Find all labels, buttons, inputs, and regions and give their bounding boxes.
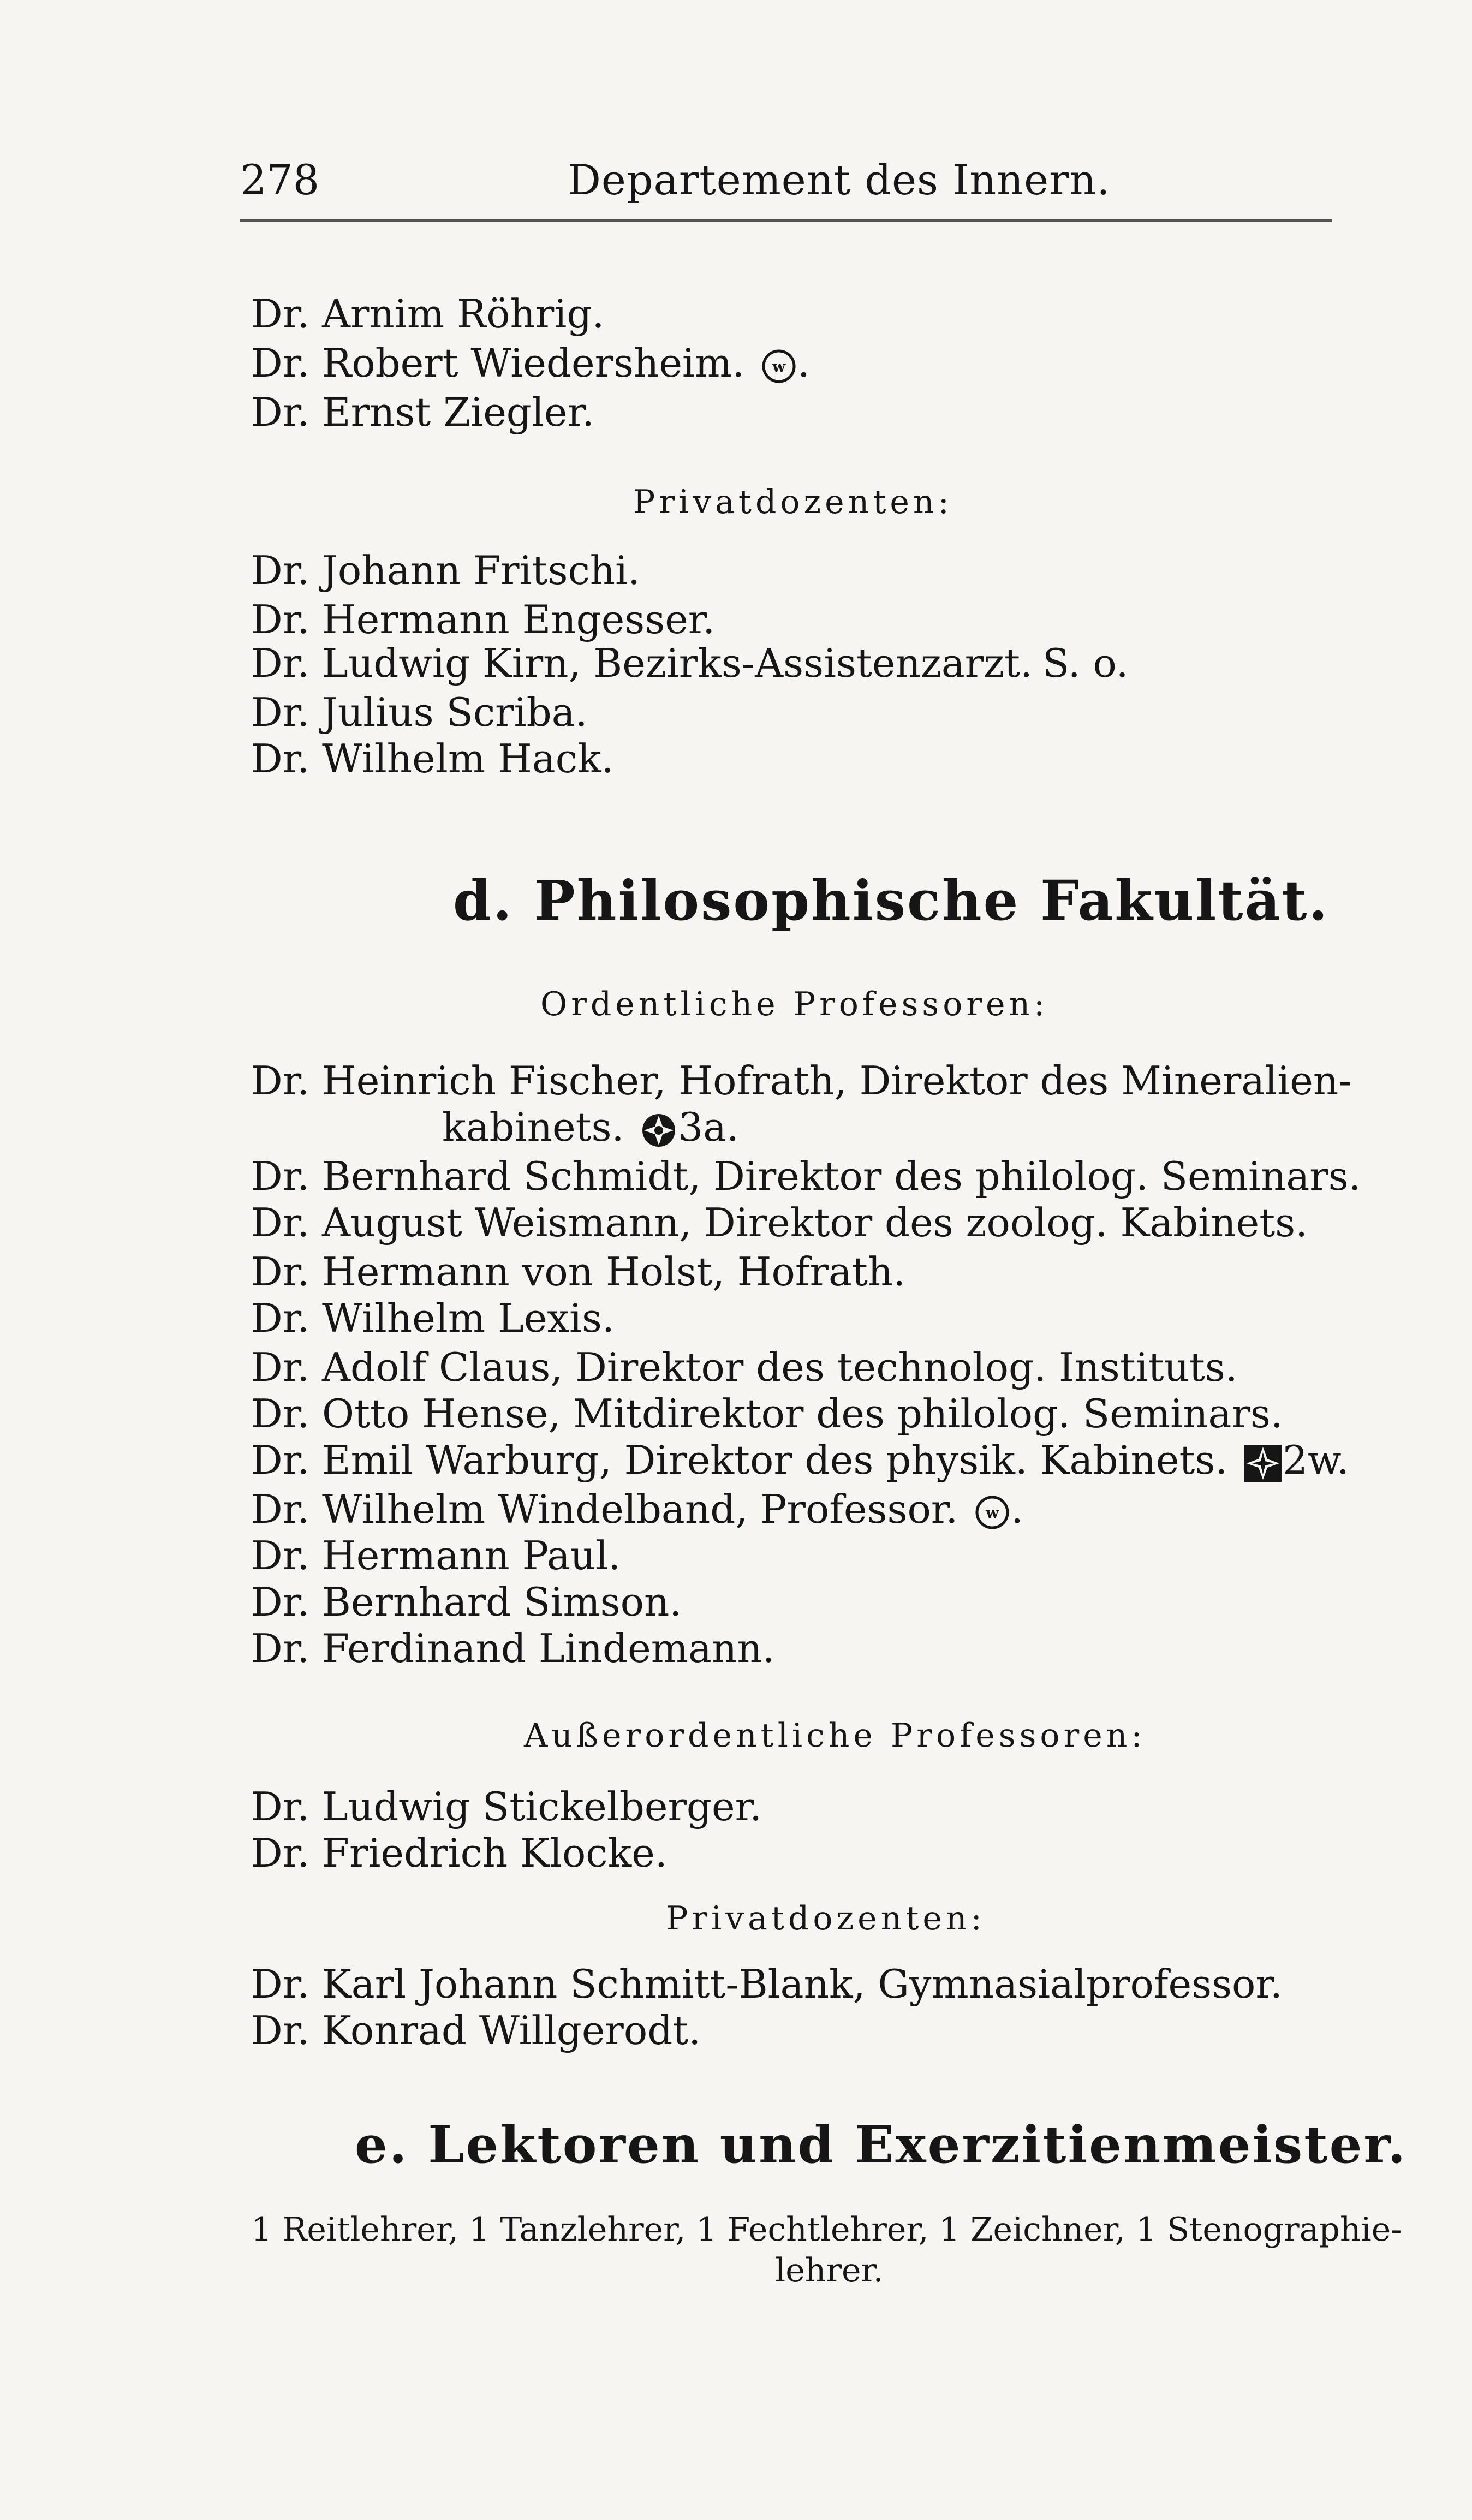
order-insignia-icon <box>974 1494 1011 1531</box>
list-item: Dr. Bernhard Schmidt, Direktor des philolog. Seminars. <box>251 1153 1361 1199</box>
list-item: Dr. Ernst Ziegler. <box>251 389 594 435</box>
section-subheading: Ordentliche Professoren: <box>540 985 1049 1023</box>
list-item: Dr. August Weismann, Direktor des zoolog. Kabinets. <box>251 1200 1308 1246</box>
list-item: Dr. Hermann Paul. <box>251 1533 621 1578</box>
list-item: Dr. Emil Warburg, Direktor des physik. Kabinets. 2w. <box>251 1437 1349 1483</box>
page-number: 278 <box>240 156 320 204</box>
svg-text:w: w <box>772 358 786 376</box>
svg-text:w: w <box>986 1504 999 1522</box>
list-item: Dr. Heinrich Fischer, Hofrath, Direktor des Mineralien- <box>251 1058 1352 1104</box>
list-item: Dr. Johann Fritschi. <box>251 547 641 593</box>
running-title: Departement des Innern. <box>568 156 1111 204</box>
list-item-continuation: kabinets. 3a. <box>442 1104 739 1150</box>
list-item: Dr. Ludwig Kirn, Bezirks-Assistenzarzt. S. o. <box>251 640 1129 686</box>
list-item: Dr. Hermann von Holst, Hofrath. <box>251 1249 906 1295</box>
section-title-lectors: e. Lektoren und Exerzitienmeister. <box>355 2115 1408 2175</box>
list-item: Dr. Otto Hense, Mitdirektor des philolog. Seminars. <box>251 1391 1283 1437</box>
list-item: Dr. Bernhard Simson. <box>251 1579 682 1625</box>
list-item: Dr. Wilhelm Lexis. <box>251 1295 615 1341</box>
section-subheading: Privatdozenten: <box>633 483 953 521</box>
footnote-line: 1 Reitlehrer, 1 Tanzlehrer, 1 Fechtlehrer, 1 Zeichner, 1 Stenographie- <box>251 2211 1402 2249</box>
page-header <box>240 156 1332 216</box>
list-item: Dr. Robert Wiedersheim. w . <box>251 340 810 386</box>
list-item: Dr. Adolf Claus, Direktor des technolog. Instituts. <box>251 1344 1238 1390</box>
list-item: Dr. Ludwig Stickelberger. <box>251 1784 762 1830</box>
footnote-line: lehrer. <box>775 2251 884 2290</box>
list-item: Dr. Arnim Röhrig. <box>251 291 605 337</box>
list-item: Dr. Wilhelm Hack. <box>251 736 614 782</box>
list-item: Dr. Friedrich Klocke. <box>251 1830 668 1876</box>
section-subheading: Privatdozenten: <box>666 1899 986 1938</box>
section-title-philosophy: d. Philosophische Fakultät. <box>453 868 1330 933</box>
iron-cross-icon <box>1243 1444 1283 1483</box>
section-subheading: Außerordentliche Professoren: <box>524 1717 1146 1755</box>
list-item: Dr. Hermann Engesser. <box>251 597 716 642</box>
list-item: Dr. Wilhelm Windelband, Professor. w . <box>251 1486 1023 1532</box>
order-cross-icon <box>640 1111 678 1149</box>
order-insignia-icon <box>760 348 797 385</box>
list-item: Dr. Julius Scriba. <box>251 689 588 735</box>
list-item: Dr. Konrad Willgerodt. <box>251 2007 701 2053</box>
header-rule <box>240 219 1332 222</box>
list-item: Dr. Ferdinand Lindemann. <box>251 1625 775 1671</box>
list-item: Dr. Karl Johann Schmitt-Blank, Gymnasialprofessor. <box>251 1961 1283 2007</box>
